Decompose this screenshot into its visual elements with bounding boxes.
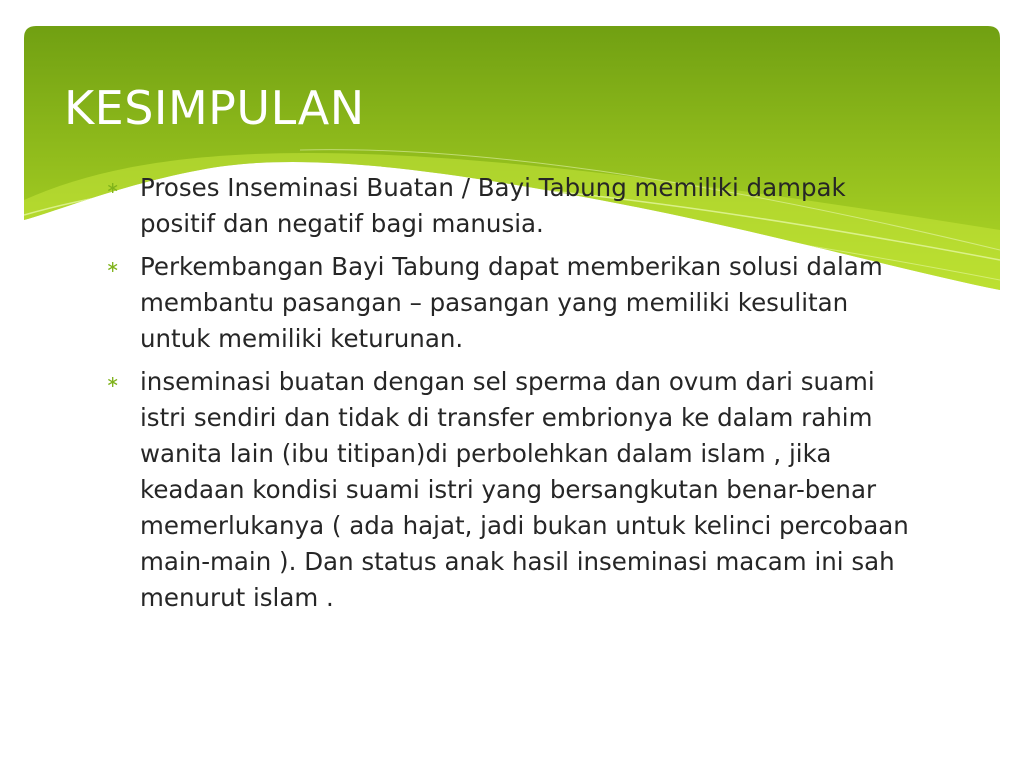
bullet-item [106,364,926,616]
asterisk-bullet-icon: ∗ [106,372,120,391]
bullet-item [106,249,926,357]
bullet-text: Perkembangan Bayi Tabung dapat memberikan solusi dalam membantu pasangan – pasangan yang memiliki kesulitan untuk memiliki keturunan. [140,252,883,353]
bullet-item [106,170,926,242]
bullet-list [106,170,926,623]
bullet-text: inseminasi buatan dengan sel sperma dan ovum dari suami istri sendiri dan tidak di transfer embrionya ke dalam rahim wanita lain (ibu titipan)di perbolehkan dalam islam , jika keadaan kondisi suami istri yang bersangkutan benar-benar memerlukanya ( ada hajat, jadi bukan untuk kelinci percobaan main-main ). Dan status anak hasil inseminasi macam ini sah menurut islam . [140,367,909,612]
asterisk-bullet-icon: ∗ [106,257,120,276]
asterisk-bullet-icon: ∗ [106,178,120,197]
slide-title: KESIMPULAN [64,81,365,135]
bullet-text: Proses Inseminasi Buatan / Bayi Tabung memiliki dampak positif dan negatif bagi manusia. [140,173,846,238]
